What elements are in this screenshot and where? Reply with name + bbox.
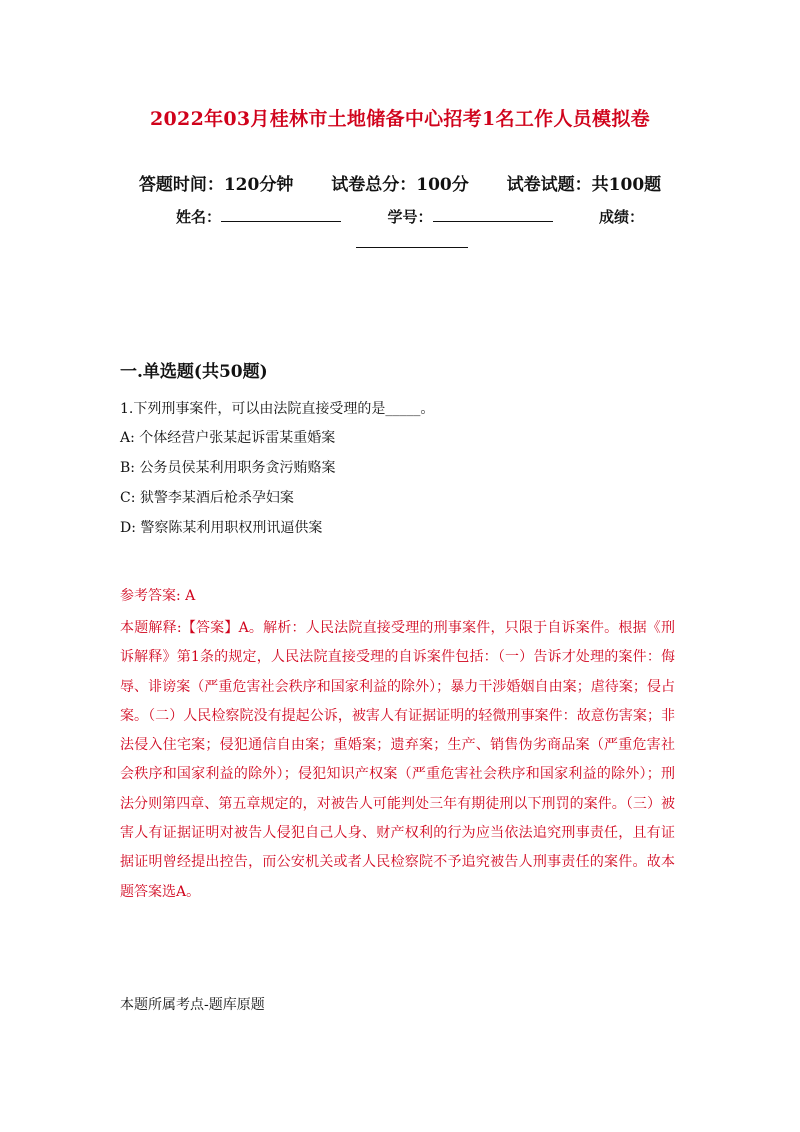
option-b: B: 公务员侯某利用职务贪污贿赂案 [120, 460, 336, 476]
name-label: 姓名： [176, 208, 222, 226]
reference-answer: 参考答案: A [120, 588, 196, 604]
topic-note: 本题所属考点-题库原题 [120, 997, 265, 1013]
exam-total-score: 试卷总分：100分 [331, 175, 469, 195]
id-field [387, 208, 552, 226]
option-a: A: 个体经营户张某起诉雷某重婚案 [120, 430, 336, 446]
option-d: D: 警察陈某利用职权刑讯逼供案 [120, 520, 323, 536]
section-title: 一.单选题(共50题) [120, 362, 268, 382]
name-field [176, 208, 341, 226]
exam-title: 2022年03月桂林市土地储备中心招考1名工作人员模拟卷 [150, 108, 650, 130]
name-blank [221, 207, 341, 222]
score-field [599, 208, 644, 226]
id-label: 学号： [387, 208, 433, 226]
student-fields [176, 204, 676, 256]
explanation-text: 本题解释:【答案】A。解析：人民法院直接受理的刑事案件，只限于自诉案件。根据《刑诉解释》第1条的规定，人民法院直接受理的自诉案件包括：（一）告诉才处理的案件：侮辱、诽谤案（严重危害社会秩序和国家利益的除外）；暴力干涉婚姻自由案；虐待案；侵占案。（二）人民检察院没有提起公诉，被害人有证据证明的轻微刑事案件：故意伤害案；非法侵入住宅案；侵犯通信自由案；重婚案；遗弃案；生产、销售伪劣商品案（严重危害社会秩序和国家利益的除外）；侵犯知识产权案（严重危害社会秩序和国家利益的除外）；刑法分则第四章、第五章规定的，对被告人可能判处三年有期徒刑以下刑罚的案件。（三）被害人有证据证明对被告人侵犯自己人身、财产权利的行为应当依法追究刑事责任，且有证据证明曾经提出控告，而公安机关或者人民检察院不予追究被告人刑事责任的案件。故本题答案选A。 [120, 620, 675, 900]
exam-time: 答题时间：120分钟 [138, 175, 294, 195]
option-c: C: 狱警李某酒后枪杀孕妇案 [120, 490, 294, 506]
question-stem: 1.下列刑事案件，可以由法院直接受理的是_____。 [120, 401, 435, 417]
score-label: 成绩： [598, 208, 644, 226]
id-blank [433, 207, 553, 222]
score-blank [356, 233, 468, 248]
option-list [120, 428, 700, 548]
exam-question-count: 试卷试题：共100题 [506, 175, 662, 195]
exam-meta [0, 170, 800, 195]
